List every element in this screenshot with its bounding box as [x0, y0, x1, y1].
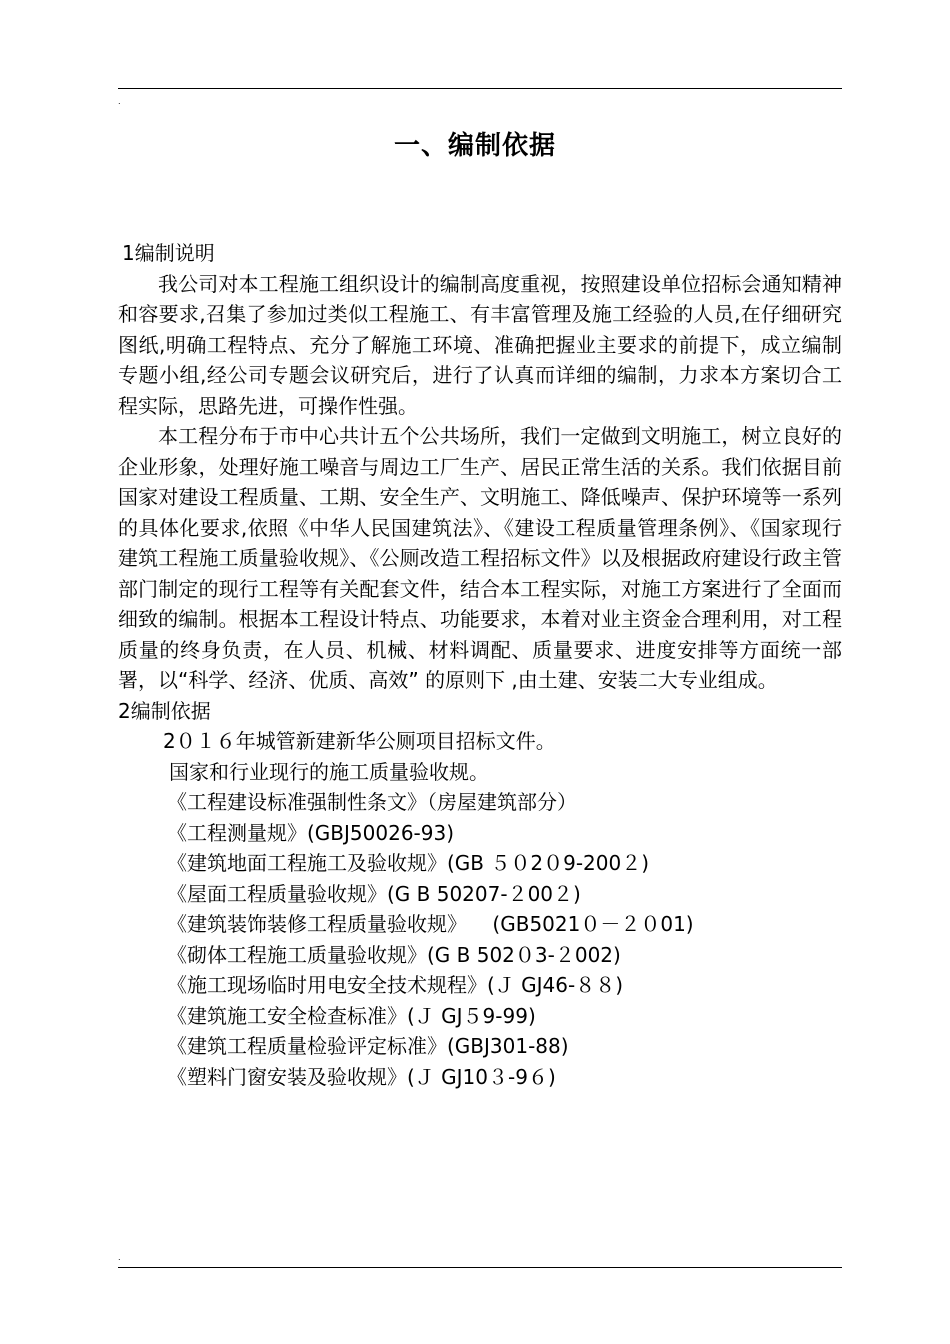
document-body: [118, 238, 842, 1092]
reference-item: 《屋面工程质量验收规》(G B 50207-２00２): [167, 881, 581, 906]
paragraph-2: 本工程分布于市中心共计五个公共场所，我们一定做到文明施工，树立良好的企业形象，处理好施工噪音与周边工厂生产、居民正常生活的关系。我们依据目前国家对建设工程质量、工期、安全生产、文明施工、降低噪声、保护环境等一系列的具体化要求,依照《中华人民国建筑法》、《建设工程质量管理条例》、《国家现行建筑工程施工质量验收规》、《公厕改造工程招标文件》以及根据政府建设行政主管部门制定的现行工程等有关配套文件，结合本工程实际，对施工方案进行了全面而细致的编制。根据本工程设计特点、功能要求，本着对业主资金合理利用，对工程质量的终身负责，在人员、机械、材料调配、质量要求、进度安排等方面统一部署，以“科学、经济、优质、高效” 的原则下 ,由土建、安装二大专业组成。: [118, 424, 842, 692]
footer-mark: .: [118, 1253, 121, 1262]
reference-item: 《建筑地面工程施工及验收规》(GB ５０2０9-200２): [167, 851, 650, 875]
paragraph-1: 我公司对本工程施工组织设计的编制高度重视，按照建设单位招标会通知精神和容要求,召集了参加过类似工程施工、有丰富管理及施工经验的人员,在仔细研究图纸,明确工程特点、充分了解施工环境、准确把握业主要求的前提下，成立编制专题小组,经公司专题会议研究后，进行了认真而详细的编制，力求本方案切合工程实际，思路先进，可操作性强。: [118, 271, 842, 418]
reference-item: 《工程测量规》(GBJ50026-93): [167, 820, 455, 845]
reference-item: 《施工现场临时用电安全技术规程》(Ｊ GJ46-８８): [167, 973, 624, 997]
page-title: 一、编制依据: [393, 131, 556, 161]
reference-item: 《工程建设标准强制性条文》（房屋建筑部分）: [167, 790, 577, 814]
reference-item: 国家和行业现行的施工质量验收规。: [169, 759, 489, 784]
reference-item: 《建筑装饰装修工程质量验收规》 (GB5021０－２０01): [167, 912, 694, 936]
footer-rule: [118, 1267, 842, 1268]
reference-list: [118, 726, 842, 1092]
reference-item: 2０１６年城管新建新华公厕项目招标文件。: [163, 729, 556, 753]
header-rule: [118, 88, 842, 89]
reference-item: 《建筑施工安全检查标准》(Ｊ GJ５9-99): [167, 1003, 536, 1028]
header-mark: .: [118, 97, 121, 106]
reference-item: 《建筑工程质量检验评定标准》(GBJ301-88): [167, 1034, 569, 1058]
section-heading-1: 1编制说明: [122, 241, 215, 265]
reference-item: 《砌体工程施工质量验收规》(G B 502０3-２002): [167, 942, 621, 967]
reference-item: 《塑料门窗安装及验收规》(Ｊ GJ10３-9６): [167, 1064, 556, 1089]
section-heading-2: 2编制依据: [118, 698, 211, 723]
